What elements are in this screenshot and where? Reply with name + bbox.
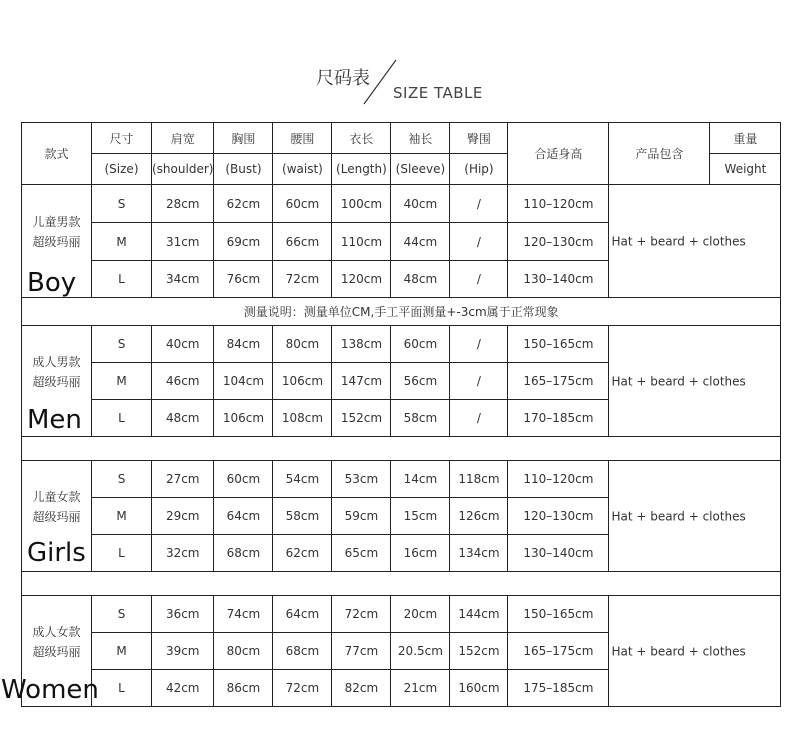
waist-cell: 80cm — [273, 326, 332, 363]
sleeve-cell: 56cm — [391, 363, 450, 400]
hip-cell: 126cm — [450, 498, 508, 535]
bust-cell: 76cm — [214, 261, 273, 298]
height-cell: 130–140cm — [508, 261, 609, 298]
includes-cell — [609, 461, 781, 572]
bust-cell: 86cm — [214, 670, 273, 707]
length-cell: 72cm — [332, 596, 391, 633]
sleeve-cell: 15cm — [391, 498, 450, 535]
bust-cell: 64cm — [214, 498, 273, 535]
header-bust: 胸围 — [214, 123, 273, 154]
header-weight-en: Weight — [710, 154, 781, 185]
shoulder-cell: 39cm — [152, 633, 214, 670]
waist-cell: 66cm — [273, 223, 332, 261]
bust-cell: 60cm — [214, 461, 273, 498]
shoulder-cell: 48cm — [152, 400, 214, 437]
shoulder-cell: 27cm — [152, 461, 214, 498]
spacer-row — [22, 572, 781, 596]
header-bust-en: (Bust) — [214, 154, 273, 185]
hip-cell: 134cm — [450, 535, 508, 572]
waist-cell: 108cm — [273, 400, 332, 437]
length-cell: 82cm — [332, 670, 391, 707]
waist-cell: 62cm — [273, 535, 332, 572]
measurement-note: 测量说明：测量单位CM,手工平面测量+-3cm属于正常现象 — [22, 298, 781, 326]
hip-cell: / — [450, 185, 508, 223]
bust-cell: 104cm — [214, 363, 273, 400]
hip-cell: 152cm — [450, 633, 508, 670]
sleeve-cell: 21cm — [391, 670, 450, 707]
includes-text: Hat + beard + clothes — [611, 644, 746, 659]
sleeve-cell: 58cm — [391, 400, 450, 437]
category-label-en: Men — [27, 405, 82, 435]
bust-cell: 68cm — [214, 535, 273, 572]
header-length-en: (Length) — [332, 154, 391, 185]
height-cell: 150–165cm — [508, 326, 609, 363]
spacer-cell — [22, 572, 781, 596]
header-sleeve: 袖长 — [391, 123, 450, 154]
hip-cell: 118cm — [450, 461, 508, 498]
length-cell: 110cm — [332, 223, 391, 261]
size-cell: L — [92, 535, 152, 572]
category-label-zh-sub: 超级玛丽 — [32, 510, 81, 524]
size-cell: M — [92, 633, 152, 670]
hip-cell: 144cm — [450, 596, 508, 633]
shoulder-cell: 36cm — [152, 596, 214, 633]
header-hip: 臀围 — [450, 123, 508, 154]
shoulder-cell: 46cm — [152, 363, 214, 400]
sleeve-cell: 20.5cm — [391, 633, 450, 670]
category-cell-boy — [22, 185, 92, 298]
size-cell: L — [92, 400, 152, 437]
length-cell: 120cm — [332, 261, 391, 298]
header-row-zh — [22, 123, 781, 154]
length-cell: 65cm — [332, 535, 391, 572]
category-label-en: Women — [1, 675, 99, 705]
sleeve-cell: 40cm — [391, 185, 450, 223]
length-cell: 59cm — [332, 498, 391, 535]
bust-cell: 69cm — [214, 223, 273, 261]
sleeve-cell: 48cm — [391, 261, 450, 298]
bust-cell: 106cm — [214, 400, 273, 437]
size-cell: M — [92, 498, 152, 535]
header-waist-en: (waist) — [273, 154, 332, 185]
header-weight: 重量 — [710, 123, 781, 154]
category-label-zh: 成人男款 — [32, 355, 81, 369]
spacer-row — [22, 437, 781, 461]
sleeve-cell: 14cm — [391, 461, 450, 498]
waist-cell: 64cm — [273, 596, 332, 633]
includes-cell — [609, 596, 781, 707]
header-height: 合适身高 — [508, 123, 609, 185]
category-label-en: Girls — [27, 538, 86, 568]
size-cell: S — [92, 185, 152, 223]
title-english: SIZE TABLE — [393, 84, 483, 102]
shoulder-cell: 28cm — [152, 185, 214, 223]
title-chinese: 尺码表 — [316, 68, 370, 89]
table-row — [22, 596, 781, 633]
sleeve-cell: 16cm — [391, 535, 450, 572]
header-shoulder: 肩宽 — [152, 123, 214, 154]
shoulder-cell: 40cm — [152, 326, 214, 363]
shoulder-cell: 32cm — [152, 535, 214, 572]
bust-cell: 74cm — [214, 596, 273, 633]
header-size: 尺寸 — [92, 123, 152, 154]
table-row — [22, 326, 781, 363]
sleeve-cell: 20cm — [391, 596, 450, 633]
size-cell: S — [92, 461, 152, 498]
length-cell: 147cm — [332, 363, 391, 400]
category-label-zh-sub: 超级玛丽 — [32, 645, 81, 659]
waist-cell: 54cm — [273, 461, 332, 498]
bust-cell: 84cm — [214, 326, 273, 363]
size-cell: M — [92, 363, 152, 400]
header-hip-en: (Hip) — [450, 154, 508, 185]
waist-cell: 106cm — [273, 363, 332, 400]
header-waist: 腰围 — [273, 123, 332, 154]
includes-cell — [609, 185, 781, 298]
category-label-zh: 儿童女款 — [32, 490, 81, 504]
header-includes: 产品包含 — [609, 123, 710, 185]
shoulder-cell: 29cm — [152, 498, 214, 535]
category-label-zh: 成人女款 — [32, 625, 81, 639]
includes-text: Hat + beard + clothes — [611, 509, 746, 524]
header-length: 衣长 — [332, 123, 391, 154]
height-cell: 130–140cm — [508, 535, 609, 572]
category-cell-girls — [22, 461, 92, 572]
height-cell: 165–175cm — [508, 633, 609, 670]
size-cell: S — [92, 596, 152, 633]
waist-cell: 60cm — [273, 185, 332, 223]
length-cell: 138cm — [332, 326, 391, 363]
bust-cell: 80cm — [214, 633, 273, 670]
height-cell: 120–130cm — [508, 223, 609, 261]
category-label-zh: 儿童男款 — [32, 215, 81, 229]
height-cell: 110–120cm — [508, 461, 609, 498]
hip-cell: / — [450, 363, 508, 400]
height-cell: 165–175cm — [508, 363, 609, 400]
sleeve-cell: 44cm — [391, 223, 450, 261]
shoulder-cell: 31cm — [152, 223, 214, 261]
shoulder-cell: 34cm — [152, 261, 214, 298]
height-cell: 175–185cm — [508, 670, 609, 707]
waist-cell: 72cm — [273, 670, 332, 707]
sleeve-cell: 60cm — [391, 326, 450, 363]
size-cell: L — [92, 670, 152, 707]
hip-cell: / — [450, 261, 508, 298]
category-label-zh-sub: 超级玛丽 — [32, 235, 81, 249]
height-cell: 120–130cm — [508, 498, 609, 535]
size-cell: S — [92, 326, 152, 363]
category-cell-men — [22, 326, 92, 437]
size-table — [1, 122, 781, 707]
hip-cell: / — [450, 223, 508, 261]
category-label-en: Boy — [27, 268, 77, 298]
includes-text: Hat + beard + clothes — [611, 374, 746, 389]
table-row — [22, 185, 781, 223]
header-size-en: (Size) — [92, 154, 152, 185]
spacer-cell — [22, 437, 781, 461]
header-sleeve-en: (Sleeve) — [391, 154, 450, 185]
height-cell: 170–185cm — [508, 400, 609, 437]
waist-cell: 72cm — [273, 261, 332, 298]
category-cell-women — [1, 596, 99, 707]
height-cell: 110–120cm — [508, 185, 609, 223]
header-style: 款式 — [22, 123, 92, 185]
category-label-zh-sub: 超级玛丽 — [32, 375, 81, 389]
includes-text: Hat + beard + clothes — [611, 234, 746, 249]
waist-cell: 68cm — [273, 633, 332, 670]
waist-cell: 58cm — [273, 498, 332, 535]
bust-cell: 62cm — [214, 185, 273, 223]
size-cell: M — [92, 223, 152, 261]
hip-cell: 160cm — [450, 670, 508, 707]
header-shoulder-en: (shoulder) — [152, 154, 214, 185]
height-cell: 150–165cm — [508, 596, 609, 633]
shoulder-cell: 42cm — [152, 670, 214, 707]
table-row — [22, 461, 781, 498]
hip-cell: / — [450, 400, 508, 437]
length-cell: 53cm — [332, 461, 391, 498]
measurement-note-row — [22, 298, 781, 326]
length-cell: 77cm — [332, 633, 391, 670]
size-cell: L — [92, 261, 152, 298]
hip-cell: / — [450, 326, 508, 363]
length-cell: 100cm — [332, 185, 391, 223]
includes-cell — [609, 326, 781, 437]
length-cell: 152cm — [332, 400, 391, 437]
